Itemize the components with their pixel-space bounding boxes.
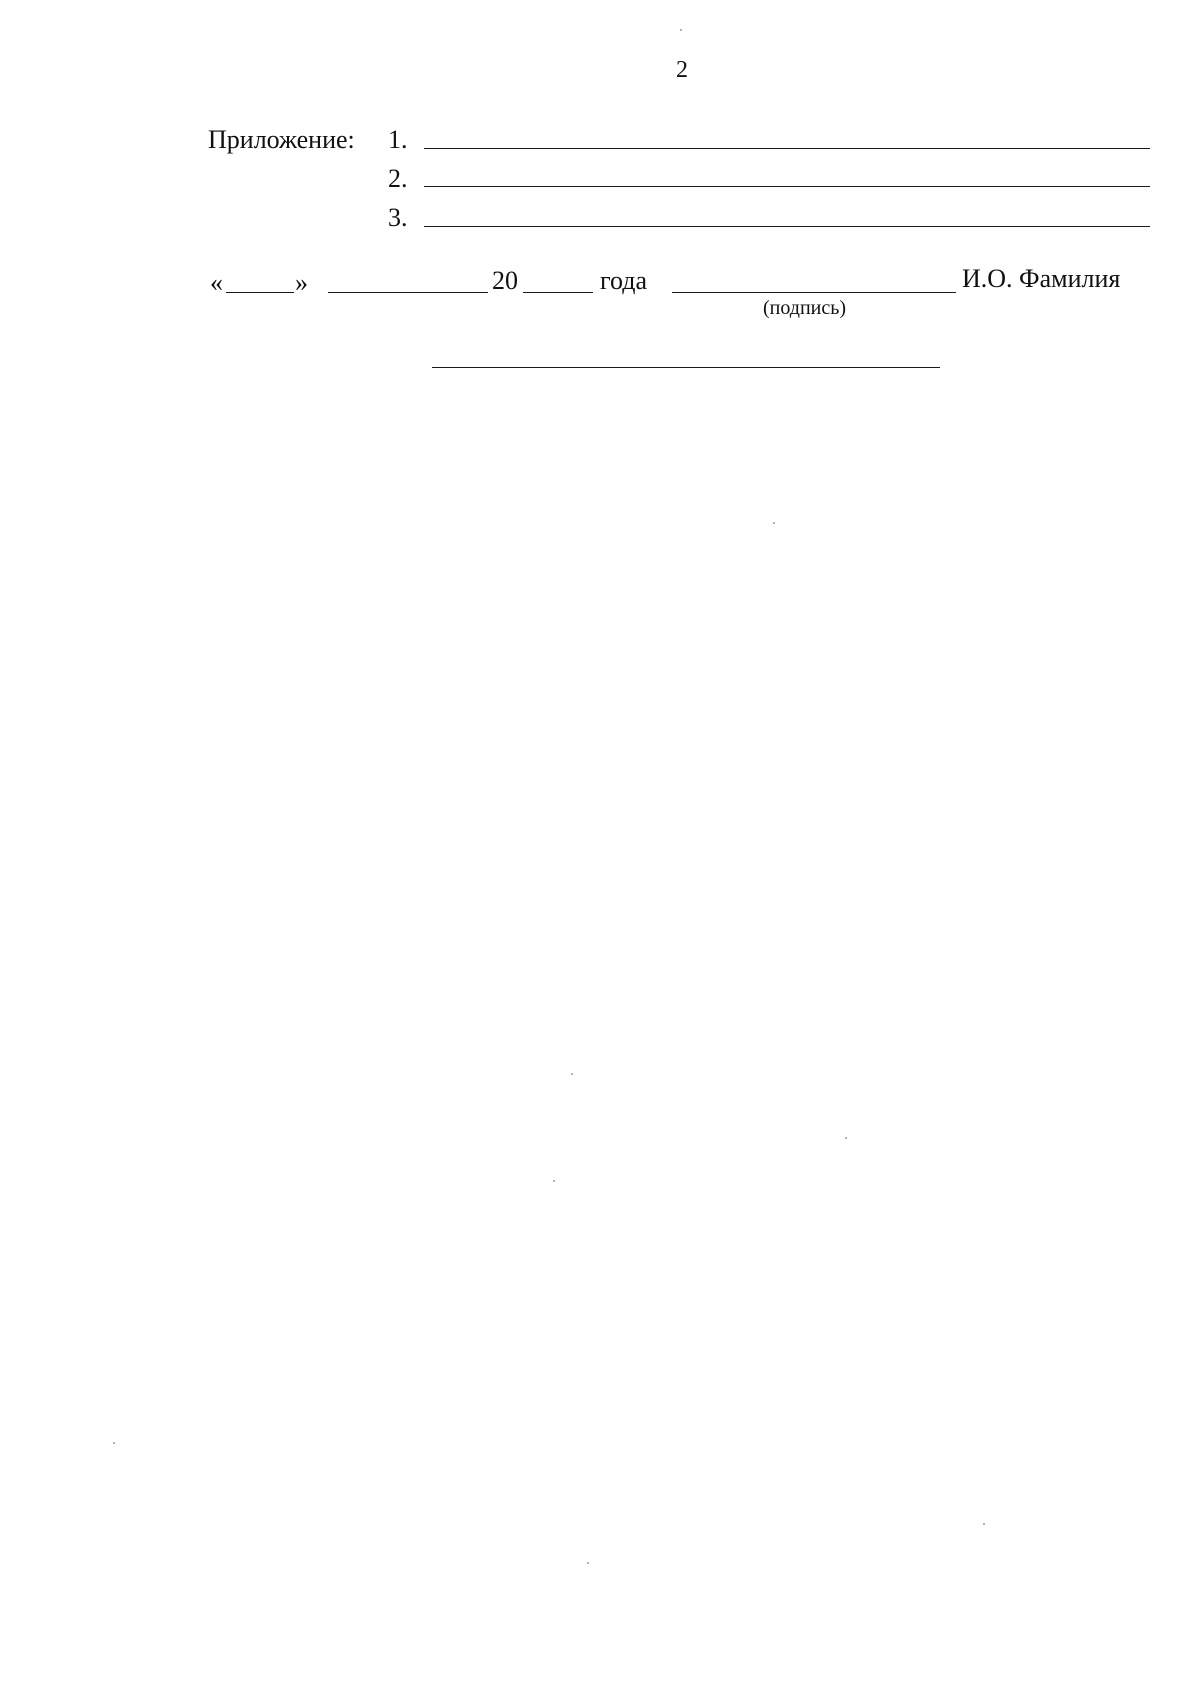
appendix-item-line-1[interactable] [424,148,1150,149]
closing-separator-line [432,367,940,368]
date-quote-open: « [210,268,223,297]
scan-speck [773,522,775,524]
date-year-prefix: 20 [492,266,518,295]
scan-speck [113,1442,115,1444]
date-month-line[interactable] [328,292,488,293]
appendix-item-number-1: 1. [388,125,408,154]
scan-speck [845,1137,847,1139]
date-year-word: года [600,266,648,295]
scan-speck [587,1562,589,1564]
appendix-item-line-3[interactable] [424,226,1150,227]
scan-speck [983,1523,985,1525]
signature-caption: (подпись) [763,297,847,319]
signer-name: И.О. Фамилия [962,264,1121,293]
scan-speck [553,1180,555,1182]
appendix-item-number-3: 3. [388,203,408,232]
appendix-item-line-2[interactable] [424,186,1150,187]
date-year-line[interactable] [523,292,593,293]
date-day-line[interactable] [226,292,294,293]
scan-speck [571,1073,573,1075]
date-quote-close: » [295,268,308,297]
appendix-label: Приложение: [208,125,355,154]
scan-speck [680,29,682,31]
appendix-item-number-2: 2. [388,164,408,193]
signature-line[interactable] [672,292,956,293]
page-number: 2 [676,57,688,83]
